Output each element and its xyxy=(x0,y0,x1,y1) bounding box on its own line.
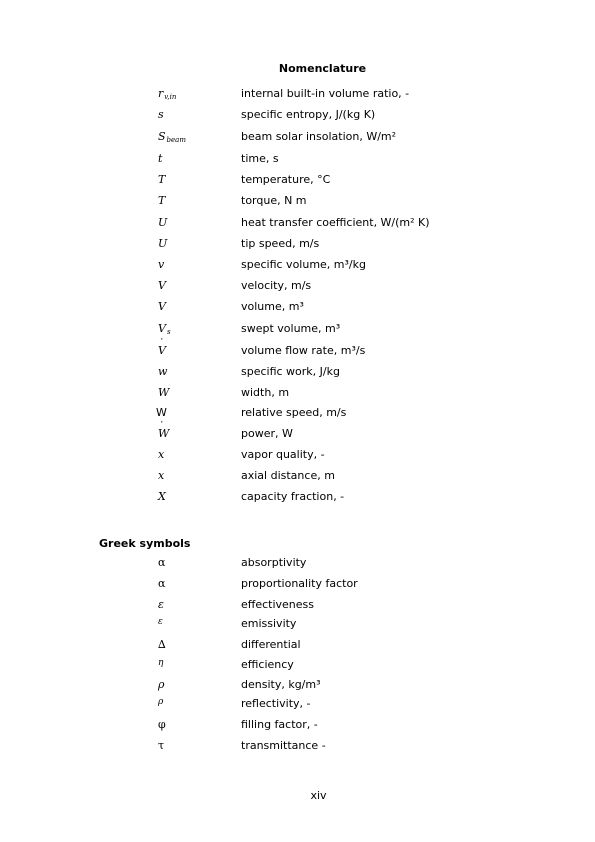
symbol: t xyxy=(158,152,163,165)
symbol: s xyxy=(158,108,164,121)
greek-symbol: η xyxy=(158,658,164,668)
symbol: X xyxy=(158,490,166,503)
nomenclature-row xyxy=(0,237,595,255)
symbol-description: efficiency xyxy=(241,658,294,671)
symbol-description: time, s xyxy=(241,152,279,165)
symbol-description: proportionality factor xyxy=(241,577,358,590)
page-number: xiv xyxy=(310,789,327,802)
symbol-description: torque, N m xyxy=(241,194,307,207)
nomenclature-row xyxy=(0,173,595,191)
greek-row xyxy=(0,577,595,595)
nomenclature-row xyxy=(0,108,595,126)
symbol: W xyxy=(158,386,170,399)
greek-symbol: ε xyxy=(158,617,163,627)
greek-symbol: τ xyxy=(158,739,165,752)
nomenclature-row xyxy=(0,490,595,508)
symbol-description: capacity fraction, - xyxy=(241,490,345,503)
symbol-description: density, kg/m³ xyxy=(241,678,321,691)
symbol-description: relative speed, m/s xyxy=(241,406,347,419)
symbol-description: differential xyxy=(241,638,301,651)
nomenclature-row xyxy=(0,258,595,276)
symbol: x xyxy=(158,448,165,461)
greek-row xyxy=(0,617,595,635)
symbol-description: specific volume, m³/kg xyxy=(241,258,366,271)
greek-symbol: ∆ xyxy=(158,638,166,651)
symbol-description: power, W xyxy=(241,427,293,440)
symbol-description: effectiveness xyxy=(241,598,315,611)
nomenclature-row xyxy=(0,279,595,297)
greek-row xyxy=(0,718,595,736)
nomenclature-row xyxy=(0,469,595,487)
symbol-description: reflectivity, - xyxy=(241,697,311,710)
nomenclature-row xyxy=(0,194,595,212)
symbol-description: swept volume, m³ xyxy=(241,322,341,335)
symbol: v xyxy=(158,258,165,271)
greek-symbol: α xyxy=(158,556,166,569)
greek-row xyxy=(0,638,595,656)
symbol: $S_{beam}$ xyxy=(158,130,186,144)
symbol-description: temperature, °C xyxy=(241,173,331,186)
symbol-description: tip speed, m/s xyxy=(241,237,320,250)
symbol: V xyxy=(158,300,166,313)
symbol: ˙ V xyxy=(158,344,166,357)
section-heading-greek: Greek symbols xyxy=(99,537,191,550)
symbol-description: volume, m³ xyxy=(241,300,304,313)
symbol: T xyxy=(158,194,166,207)
symbol-description: specific entropy, J/(kg K) xyxy=(241,108,376,121)
symbol-description: heat transfer coefficient, W/(m² K) xyxy=(241,216,430,229)
symbol-description: specific work, J/kg xyxy=(241,365,340,378)
nomenclature-row xyxy=(0,386,595,404)
symbol: ˙ W xyxy=(158,427,169,440)
page-title: Nomenclature xyxy=(278,62,367,75)
nomenclature-row xyxy=(0,365,595,383)
nomenclature-row xyxy=(0,344,595,362)
greek-symbol: ε xyxy=(158,598,164,611)
nomenclature-row xyxy=(0,216,595,234)
greek-row xyxy=(0,658,595,676)
symbol-description: transmittance - xyxy=(241,739,326,752)
symbol: V xyxy=(158,279,166,292)
symbol-description: absorptivity xyxy=(241,556,307,569)
symbol-description: beam solar insolation, W/m² xyxy=(241,130,397,143)
nomenclature-row xyxy=(0,406,595,424)
greek-row xyxy=(0,697,595,715)
nomenclature-row xyxy=(0,448,595,466)
symbol-description: volume flow rate, m³/s xyxy=(241,344,366,357)
greek-symbol: ρ xyxy=(158,697,164,707)
symbol: x xyxy=(158,469,165,482)
greek-symbol: φ xyxy=(158,718,166,731)
greek-symbol: ρ xyxy=(158,678,165,691)
symbol-description: filling factor, - xyxy=(241,718,318,731)
nomenclature-row xyxy=(0,130,595,148)
symbol-description: emissivity xyxy=(241,617,297,630)
greek-symbol: α xyxy=(158,577,166,590)
greek-row xyxy=(0,678,595,696)
symbol-description: axial distance, m xyxy=(241,469,335,482)
symbol: $r_{v,in}$ xyxy=(158,87,177,101)
symbol-description: width, m xyxy=(241,386,290,399)
symbol: $V_s$ xyxy=(158,322,171,336)
symbol: U xyxy=(158,216,168,229)
nomenclature-row xyxy=(0,322,595,340)
symbol-description: vapor quality, - xyxy=(241,448,325,461)
symbol-description: internal built-in volume ratio, - xyxy=(241,87,410,100)
greek-row xyxy=(0,556,595,574)
nomenclature-row xyxy=(0,87,595,105)
greek-row xyxy=(0,598,595,616)
symbol: W xyxy=(156,406,167,419)
symbol: w xyxy=(158,365,168,378)
nomenclature-row xyxy=(0,152,595,170)
symbol-description: velocity, m/s xyxy=(241,279,312,292)
greek-row xyxy=(0,739,595,757)
nomenclature-row xyxy=(0,427,595,445)
symbol: U xyxy=(158,237,168,250)
symbol: T xyxy=(158,173,166,186)
nomenclature-row xyxy=(0,300,595,318)
